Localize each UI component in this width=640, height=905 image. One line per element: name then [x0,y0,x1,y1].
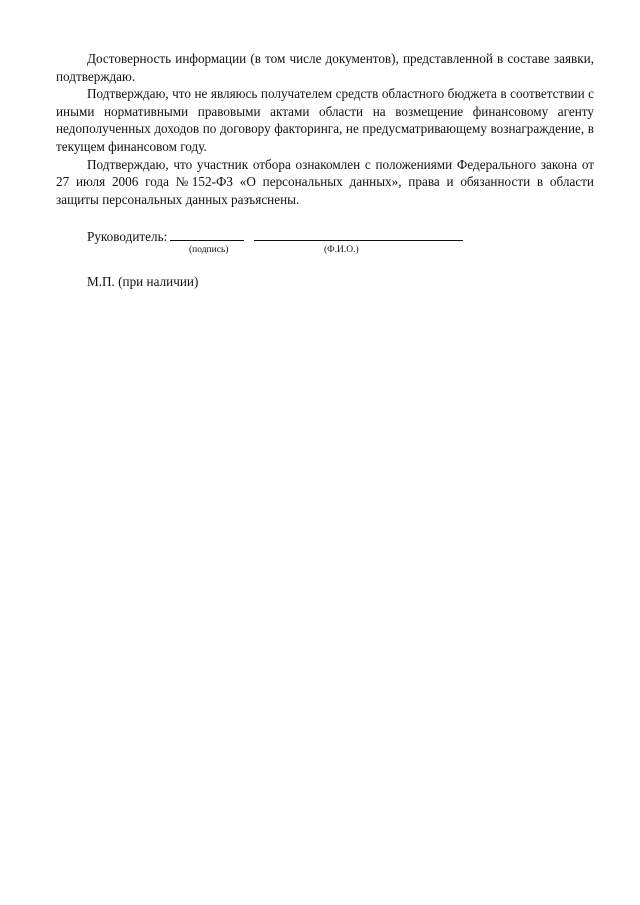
signature-row [87,228,463,246]
stamp-note: М.П. (при наличии) [87,274,199,289]
name-line [254,228,463,241]
name-caption: (Ф.И.О.) [324,245,359,255]
paragraph-personal-data-confirmation: Подтверждаю, что участник отбора ознакомлен с положениями Федерального закона от 27 июля 2006 года №152-ФЗ «О персональных данных», права и обязанности в области защиты персональных данных разъяснены. [56,156,594,207]
signature-caption: (подпись) [189,245,229,255]
signature-line [170,228,244,241]
signature-label: Руководитель: [87,229,168,244]
paragraph-info-confirmation: Достоверность информации (в том числе документов), представленной в составе заявки, подтверждаю. [56,51,594,84]
paragraph-budget-confirmation: Подтверждаю, что не являюсь получателем средств областного бюджета в соответствии с иными нормативными правовыми актами области на возмещение финансовому агенту недополученных доходов по договору факторинга, не предусматривающему вознаграждение, в текущем финансовом году. [56,86,594,154]
document-body [56,50,594,208]
